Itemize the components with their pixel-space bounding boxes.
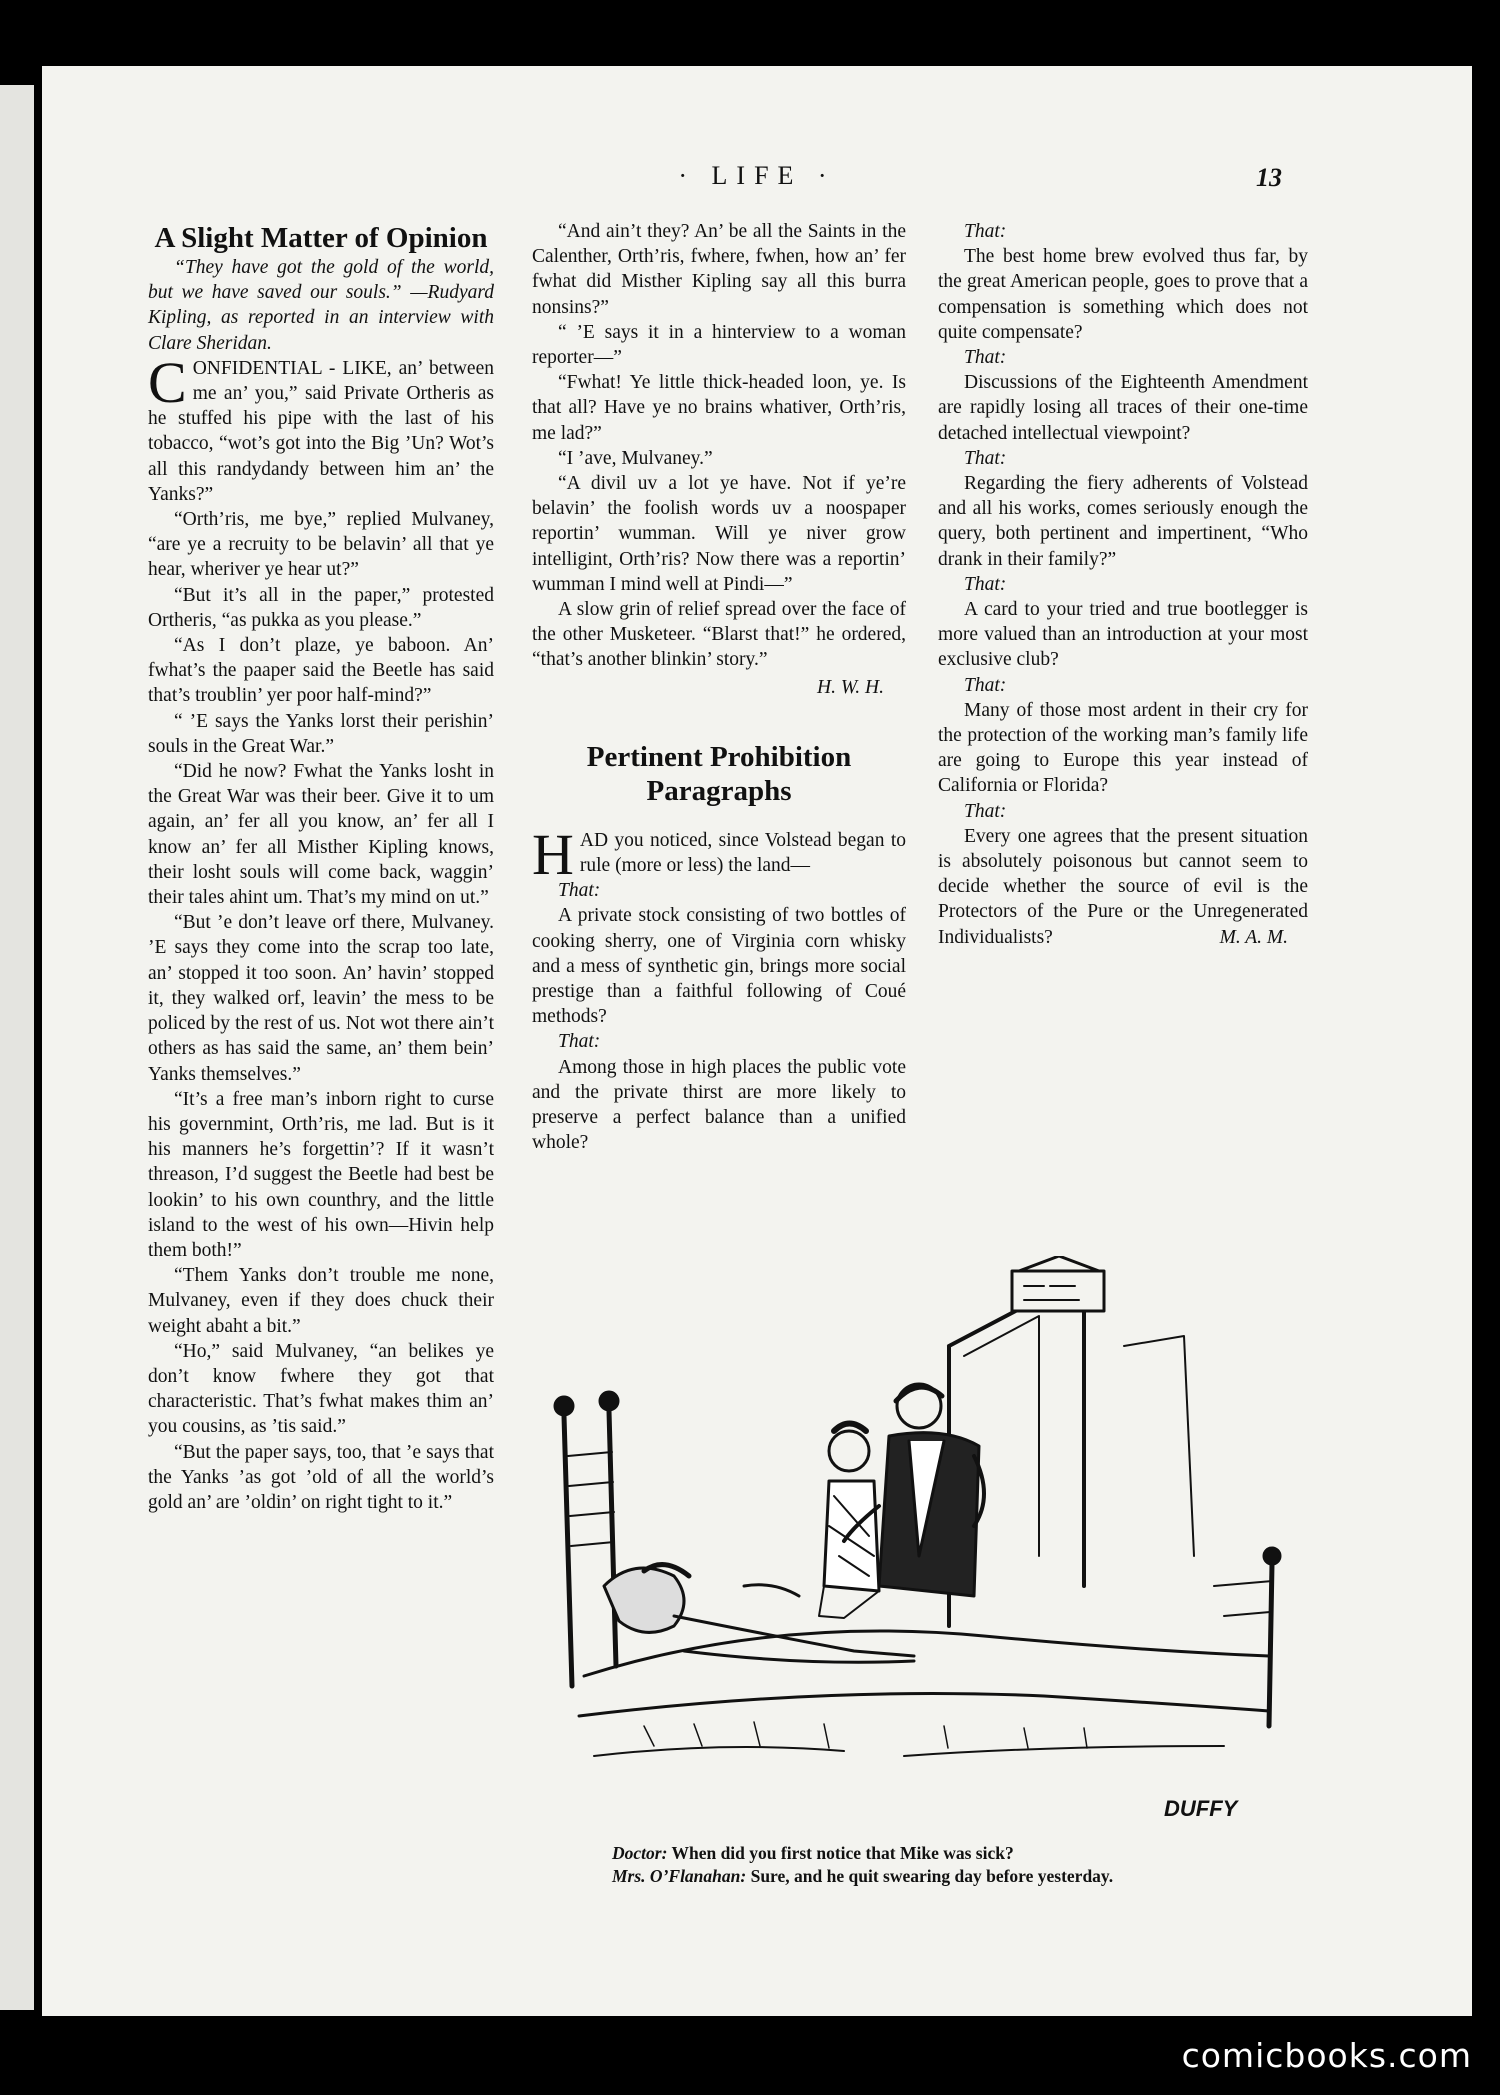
masthead: · LIFE · [678,161,836,190]
paragraph: “As I don’t plaze, ye baboon. An’ fwhat’s the paaper said the Beetle has said that’s troublin’ yer poor half-mind?” [148,635,494,707]
page-header [42,161,1472,201]
that-label: That: [558,1031,601,1053]
paragraph: “Orth’ris, me bye,” replied Mulvaney, “are ye a recruity to be belavin’ all that ye hear, wheriver ye hear ut?” [148,509,494,581]
that-label: That: [964,674,1007,696]
paragraph: The best home brew evolved thus far, by the great American people, goes to prove that a compensation is something which does not quite compensate? [938,246,1308,343]
paragraph: Among those in high places the public vote and the private thirst are more likely to preserve a perfect balance than a unified whole? [532,1056,906,1154]
caption-line-1: Doctor: When did you first notice that Mike was sick? [612,1843,1014,1863]
paragraph: Many of those most ardent in their cry for the protection of the working man’s family life are going to Europe this year instead of California or Florida? [938,699,1308,797]
paragraph: Every one agrees that the present situation is absolutely poisonous but cannot seem to decide whether the source of evil is the Protectors of the Pure or the Unregenerated Individualists? M. A. M. [938,824,1308,950]
cartoon-caption [612,1842,1312,1888]
site-watermark: comicbooks.com [1181,2036,1472,2075]
paragraph: “ ’E says the Yanks lorst their perishin’ souls in the Great War.” [148,710,494,757]
that-label: That: [964,347,1007,369]
paragraph: “Them Yanks don’t trouble me none, Mulvaney, even if they does chuck their weight abaht a bit.” [148,1265,494,1337]
caption-speaker: Doctor: [612,1843,668,1863]
paragraph: “And ain’t they? An’ be all the Saints in the Calenther, Orth’ris, fwhere, fwhen, how an’ fer fwhat did Misther Kipling say all this burra nonsins?” [532,221,906,318]
page-number: 13 [1256,163,1282,192]
paragraph: “A divil uv a lot ye have. Not if ye’re belavin’ the foolish words uv a noospaper reportin’ wumman. Will ye niver grow intelligint, Orth’ris? Now there was a reportin’ wumman I mind well at Pindi—” [532,473,906,595]
that-label: That: [964,447,1007,469]
paragraph: “But the paper says, too, that ’e says that the Yanks ’as got ’old of all the world’s gold an’ are ’oldin’ on right tight to it.” [148,1441,494,1513]
paragraph: “It’s a free man’s inborn right to curse his governmint, Orth’ris, me lad. But is it his manners he’s forgettin’? If it wasn’t threason, I’d suggest the Beetle had best be lookin’ to his own counthry, and the little island to the west of his own—Hivin help them both!” [148,1088,494,1261]
article-1-signature: H. W. H. [817,676,884,698]
article-1-epigraph: “They have got the gold of the world, but we have saved our souls.” —Rudyard Kipling, as reported in an interview with Clare Sheridan. [148,257,494,354]
paragraph: A slow grin of relief spread over the face of the other Musketeer. “Blarst that!” he ordered, “that’s another blinkin’ story.” [532,599,906,671]
article-2-signature: M. A. M. [1219,926,1288,948]
paragraph: “Ho,” said Mulvaney, “an belikes ye don’t know fwhere they got that characteristic. That’s fwhat makes thim an’ you cousins, as ’tis said.” [148,1340,494,1438]
that-label: That: [964,800,1007,822]
that-label: That: [964,221,1007,242]
magazine-page [42,66,1472,2016]
that-label: That: [964,573,1007,595]
paragraph: Regarding the fiery adherents of Volstead and all his works, comes seriously enough the query, both pertinent and impertinent, “Who drank in their family?” [938,473,1308,570]
paragraph: “Fwhat! Ye little thick-headed loon, ye. Is that all? Have ye no brains whativer, Orth’ris, me lad?” [532,372,906,444]
paragraph: “But it’s all in the paper,” protested Ortheris, “as pukka as you please.” [148,584,494,631]
article-1-first-paragraph: ONFIDENTIAL - LIKE, an’ between me an’ you,” said Private Ortheris as he stuffed his pipe with the last of his tobacco, “wot’s got into the Big ’Un? Wot’s all this randydandy between him an’ the Yanks?” [148,357,494,505]
article-1-opening [148,349,494,507]
column-1 [148,221,494,1515]
paragraph: “But ’e don’t leave orf there, Mulvaney. ’E says they come into the scrap too late, an’ stopped it too soon. An’ havin’ stopped it, they walked orf, leavin’ the mess to be policed by the rest of us. Not wot there ain’t others as has said the same, an’ them bein’ Yanks themselves.” [148,912,494,1085]
cartoon-illustration [524,1256,1314,1836]
artist-signature: DUFFY [1164,1796,1238,1821]
dropcap-h: H [532,821,574,887]
column-3 [938,219,1308,950]
article-2-intro: HAD you noticed, since Volstead began to rule (more or less) the land— [532,821,906,887]
dropcap-c: C [148,349,187,415]
paragraph: A card to your tried and true bootlegger is more valued than an introduction at your most exclusive club? [938,599,1308,671]
article-1-title: A Slight Matter of Opinion [154,222,488,254]
paragraph: “ ’E says it in a hinterview to a woman reporter—” [532,321,906,369]
caption-speaker: Mrs. O’Flanahan: [612,1866,747,1886]
caption-line-2: Mrs. O’Flanahan: Sure, and he quit swearing day before yesterday. [612,1866,1114,1886]
adjacent-page-edge [0,85,34,2010]
column-2 [532,219,906,1156]
article-2-title: Pertinent Prohibition Paragraphs [586,740,852,807]
that-label: That: [558,880,601,902]
paragraph: Discussions of the Eighteenth Amendment are rapidly losing all traces of their one-time detached intellectual viewpoint? [938,372,1308,444]
paragraph: “I ’ave, Mulvaney.” [558,447,713,469]
paragraph: A private stock consisting of two bottles of cooking sherry, one of Virginia corn whisky and a mess of synthetic gin, brings more social prestige than a faithful following of Coué methods? [532,905,906,1028]
paragraph: “Did he now? Fwhat the Yanks losht in the Great War was their beer. Give it to um again, an’ fer all you know, an’ fer all I know an’ fer all Misther Kipling knows, their losht souls will come back, waggin’ their tales ahint um. That’s my mind on ut.” [148,761,494,909]
